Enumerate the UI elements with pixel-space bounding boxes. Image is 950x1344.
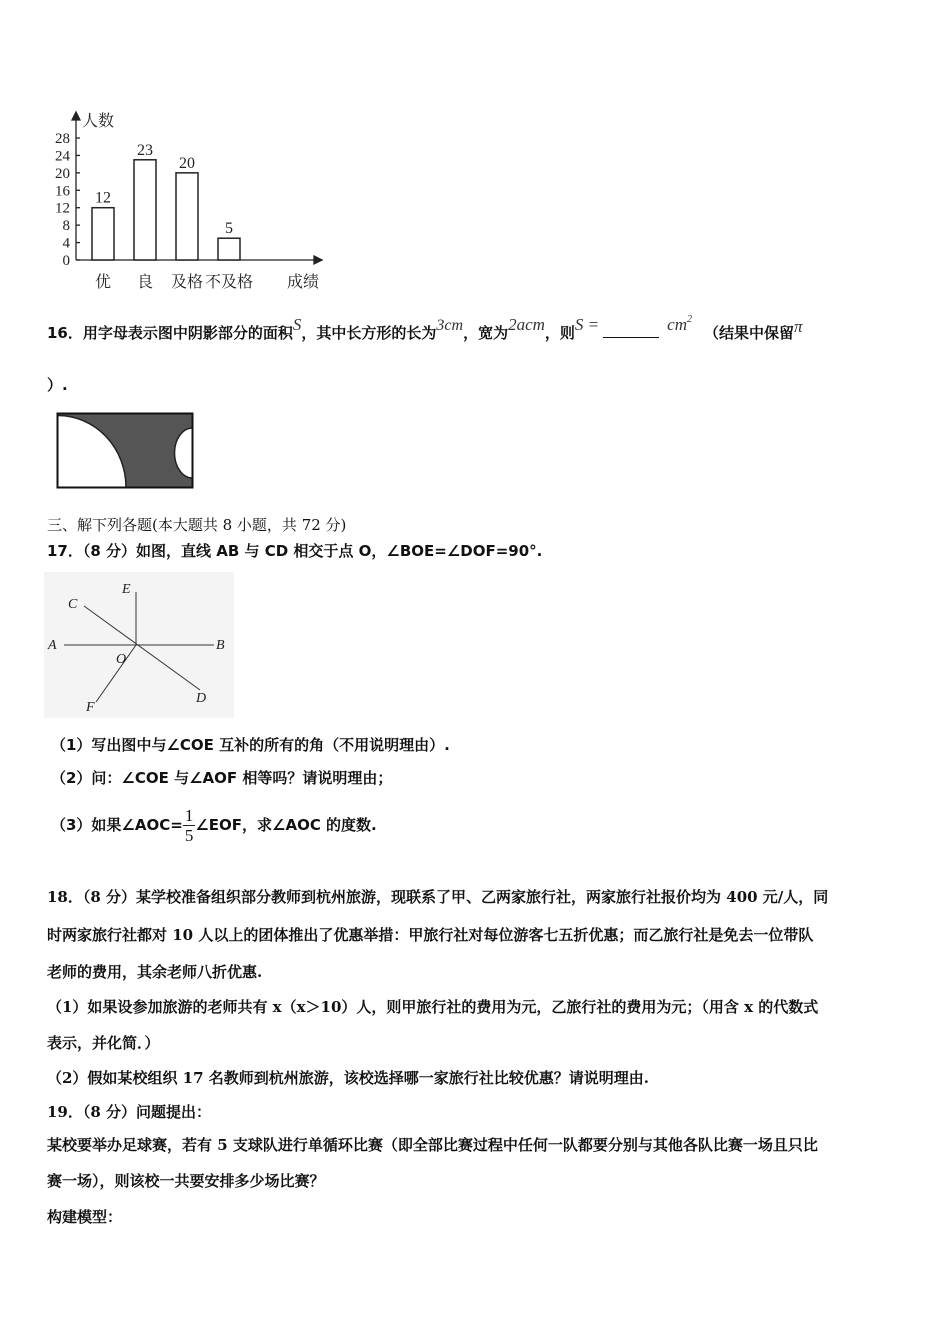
y-axis-arrow [72,112,80,120]
q16-shaded-figure [56,412,196,490]
fraction-one-fifth: $\frac{1}{5}$ [184,806,194,845]
y-tick-label: 28 [55,131,70,147]
bar-value-label: 5 [225,220,233,238]
q16-close: ）. [47,376,68,394]
label-b: B [216,638,225,653]
bar [218,238,240,260]
x-tick-label: 优 [94,274,112,291]
bar [134,160,156,260]
shaded-region [58,414,193,488]
q16-line: 16．用字母表示图中阴影部分的面积S，其中长方形的长为3cm，宽为2acm，则$S = cm^2$（结果中保留π [47,314,803,342]
q17-part2: （2）问：∠COE 与∠AOF 相等吗？请说明理由； [51,769,393,787]
q19-line1: 19．（8 分）问题提出： [47,1103,212,1121]
q19-line4: 构建模型： [47,1208,123,1226]
q19-line3: 赛一场），则该校一共要安排多少场比赛？ [47,1172,325,1190]
y-tick-label: 20 [55,165,70,182]
q18-line4: （1）如果设参加旅游的老师共有 x（x＞10）人，则甲旅行社的费用为元，乙旅行社的费用为元；（用含 x 的代数式 [47,998,819,1016]
q17-line-diagram [44,572,234,718]
bar-value-label: 23 [137,141,153,159]
y-tick-label: 24 [55,148,70,165]
bar [176,173,198,260]
bar [92,208,114,260]
label-c: C [68,597,78,612]
q18-line2: 时两家旅行社都对 10 人以上的团体推出了优惠举措：甲旅行社对每位游客七五折优惠；而乙旅行社是免去一位带队 [47,926,814,944]
x-tick-label: 良 [136,274,154,291]
q18-line6: （2）假如某校组织 17 名教师到杭州旅游，该校选择哪一家旅行社比较优惠？请说明理由. [47,1069,649,1087]
q19-line2: 某校要举办足球赛，若有 5 支球队进行单循环比赛（即全部比赛过程中任何一队都要分别与其他各队比赛一场且只比 [47,1136,818,1154]
q17-stem: 17．（8 分）如图，直线 AB 与 CD 相交于点 O，∠BOE=∠DOF=90°. [47,542,543,560]
label-f: F [86,700,95,715]
label-o: O [116,652,127,667]
bar-chart [40,100,340,296]
label-a: A [48,638,57,653]
label-d: D [196,691,207,706]
x-tick-label: 不及格 [204,274,254,291]
y-tick-label: 4 [62,235,70,252]
q17-part3: （3）如果∠AOC= $\frac{1}{5}$ ∠EOF，求∠AOC 的度数. [51,806,377,845]
y-tick-label: 0 [62,253,70,269]
bar-value-label: 12 [95,189,111,207]
y-tick-label: 12 [55,200,70,217]
section-heading: 三、解下列各题(本大题共 8 小题，共 72 分) [47,516,347,534]
answer-blank [603,325,659,338]
y-tick-label: 16 [55,183,70,200]
x-tick-label: 及格 [170,274,204,291]
x-axis-label: 成绩 [286,274,320,291]
x-axis-arrow [314,256,322,264]
label-e: E [122,582,131,597]
bar-value-label: 20 [179,154,195,172]
q18-line3: 老师的费用，其余老师八折优惠. [47,963,263,981]
y-axis-label: 人数 [82,113,115,130]
q17-part1: （1）写出图中与∠COE 互补的所有的角（不用说明理由）. [51,736,450,754]
y-tick-label: 8 [62,218,70,235]
q18-line5: 表示，并化简．） [47,1034,160,1052]
q18-line1: 18．（8 分）某学校准备组织部分教师到杭州旅游，现联系了甲、乙两家旅行社，两家旅行社报价均为 400 元/人，同 [47,888,829,906]
